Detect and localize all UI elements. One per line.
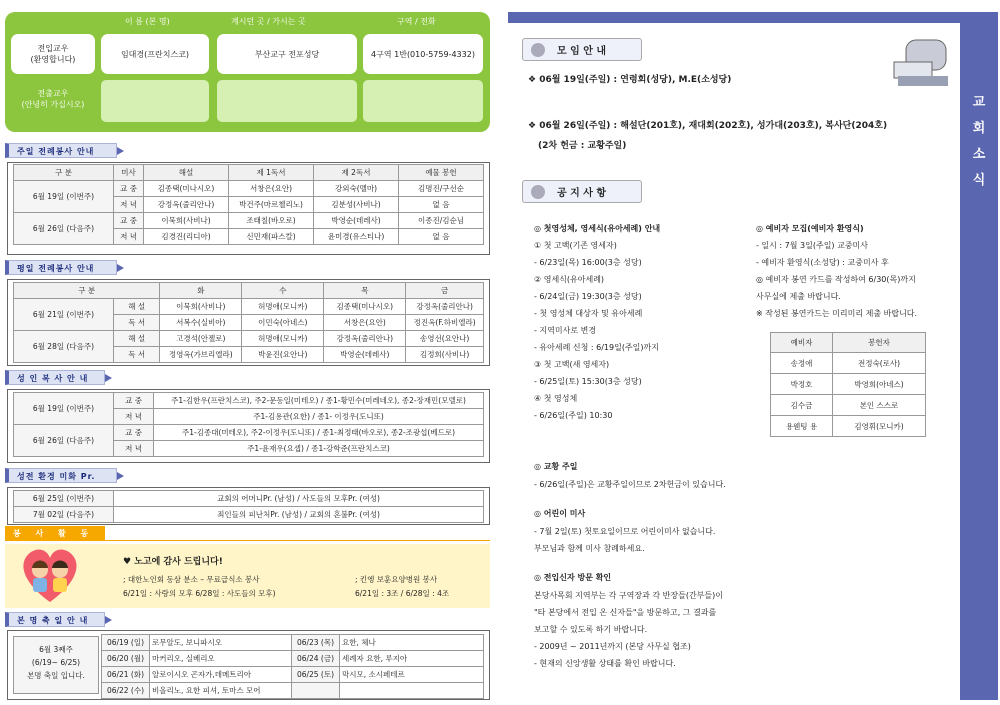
notice-line: - 예비자 환영식(소성당) : 교중미사 후 — [756, 258, 889, 267]
vertical-char-2: 회 — [972, 121, 986, 136]
notice-line: ④ 첫 영성체 — [534, 394, 578, 403]
service-thanks: ♥ 노고에 감사 드립니다! — [123, 557, 223, 567]
spacer — [534, 557, 726, 569]
feast-table: 06/19 (일) 로무알도, 보니파시오 06/23 (목) 요한, 체나 06/20 (월) 마커리오, 실베리오 06/24 (금) 세례자 요한, 루지아 06/21 (화) 알로이시오 곤자가,데메트리아 06/25 (토) 막시모, 소시페테르 06/22 (수) 비올리노, 요한 피셔, 토마스 모어 — [101, 634, 484, 699]
service-left-line2: 6/21일 : 사랑의 모후 6/28일 : 사도들의 모후) — [123, 589, 276, 598]
in-name: 임대경(프란치스코) — [101, 34, 209, 74]
notice-line: - 지역미사로 변경 — [534, 326, 597, 335]
vertical-title-bar — [960, 12, 998, 700]
service-box — [5, 544, 490, 608]
right-page — [508, 12, 998, 700]
notice-line: ② 영세식(유아세례) — [534, 275, 605, 284]
service-left-line1: ; 대한노인회 동삼 분소 – 무료급식소 봉사 — [123, 575, 260, 584]
vertical-char-1: 교 — [972, 95, 986, 110]
sunday-title: 주일 전례봉사 안내 — [5, 143, 117, 158]
notice-line: - 6/23일(목) 16:00(3층 성당) — [534, 258, 642, 267]
service-right-line1: ; 킨엥 보훈요양병원 봉사 — [355, 575, 438, 584]
out-area — [217, 80, 357, 122]
notice-block-line: - 2009년 ~ 2011년까지 (본당 사무실 협조) — [534, 642, 691, 651]
notice-icon — [531, 185, 545, 199]
notice-line: - 유아세례 신청 : 6/19일(주일)까지 — [534, 343, 659, 352]
out-contact — [363, 80, 483, 122]
notice-block-heading: ◎ 어린이 미사 — [534, 509, 586, 518]
service-title: 봉 사 활 동 — [5, 526, 105, 541]
notice-block-line: - 현재의 신앙생활 상태를 확인 바랍니다. — [534, 659, 676, 668]
pr-table: 6월 25일 (이번주) 교회의 어머니Pr. (남성) / 사도들의 모후Pr. (여성) 7월 02일 (다음주) 죄인들의 피난처Pr. (남성) / 교회의 혼불Pr. (여성) — [13, 490, 484, 523]
header-area: 계시던 곳 / 가시는 곳 — [231, 17, 306, 26]
notice-block-line: 보고할 수 있도록 하기 바랍니다. — [534, 625, 648, 634]
notice-block-line: 본당사목회 지역부는 각 구역장과 각 반장들(간부들)이 — [534, 591, 723, 600]
donor-table: 예비자 봉헌자 송정애 전정숙(로사) 박정호 박영희(아네스) 김수금 본인 스스로 용웬팅 용 김영휘(모니카) — [770, 332, 926, 437]
left-page — [5, 12, 490, 700]
spacer — [534, 672, 726, 684]
in-area: 부산교구 전포성당 — [217, 34, 357, 74]
meeting-line-2: ❖ 06월 26일(주일) : 해설단(201호), 재대회(202호), 성가대(203호), 복사단(204호) — [528, 121, 888, 131]
header-contact: 구역 / 전화 — [397, 17, 436, 26]
weekday-title: 평일 전례봉사 안내 — [5, 260, 117, 275]
notice-block-line: - 6/26일(주일)은 교황주일이므로 2차헌금이 있습니다. — [534, 480, 726, 489]
vertical-char-4: 식 — [972, 173, 986, 188]
feast-title: 본 명 축 일 안 내 — [5, 612, 105, 627]
notice-block-heading: ◎ 교황 주일 — [534, 462, 578, 471]
meeting-icon — [531, 43, 545, 57]
notice-line: 사무실에 제출 바랍니다. — [756, 292, 841, 301]
notice-line: ① 첫 고백(기존 영세자) — [534, 241, 617, 250]
mailbox-icon — [886, 32, 956, 92]
service-right-line2: 6/21일 : 3조 / 6/28일 : 4조 — [355, 589, 450, 598]
vertical-char-3: 소 — [972, 147, 986, 162]
notice-line: ◎ 첫영성체, 영세식(유아세례) 안내 — [534, 224, 661, 233]
notice-line: ◎ 예비자 모집(예비자 환영식) — [756, 224, 864, 233]
sunday-table: 구 분 미사 해설 제 1독서 제 2독서 예물 봉헌 6월 19일 (이번주) 교 중 김종택(미나시오) 서창은(요안) 강외숙(멜마) 김명진/구선순 저 녁 강정옥(줄리안나) 박건주(마르첼리노) 김분성(사비나) 없 음 6월 26일 (다음주) 교 중 이묵희(사비나) 조태칠(바오로) 박영순(데레사) 이종진/김순님 저 녁 김경진(리디아) 신민재(파스칼) 윤미경(유스티나) 없 음 — [13, 164, 484, 245]
notice-header: 공 지 사 항 — [522, 180, 642, 203]
notice-line: - 첫 영성체 대상자 및 유아세례 — [534, 309, 643, 318]
notice-line: ※ 작성된 봉연카드는 미리미리 제출 바랍니다. — [756, 309, 918, 318]
notice-right-column — [756, 220, 917, 322]
service-header — [5, 526, 490, 541]
meeting-line-1: ❖ 06월 19일(주일) : 연령회(성당), M.E(소성당) — [528, 75, 732, 85]
feast-week-label: 6월 3째주 (6/19~ 6/25) 본명 축일 입니다. — [13, 636, 99, 694]
spacer — [534, 493, 726, 505]
notice-block-heading: ◎ 전입신자 방문 확인 — [534, 573, 612, 582]
in-label: 전입교우 (환영합니다) — [11, 34, 95, 74]
top-bar — [508, 12, 963, 23]
notice-line: - 6/25일(토) 15:30(3층 성당) — [534, 377, 642, 386]
volunteer-illustration — [17, 542, 83, 606]
out-name — [101, 80, 209, 122]
weekday-table: 구 분 화 수 목 금 6월 21일 (이번주) 해 설 이묵희(사비나) 허명애(모니카) 김종택(미나시오) 강정옥(줄리안나) 독 서 서복수(실비아) 이민숙(아네스) 서창은(요안) 정진옥(F.하비엘라) 6월 28일 (다음주) 해 설 고경석(안젤로) 허명애(모니카) 강정옥(줄리안나) 송영선(요안나) 독 서 정영옥(가브리엘라) 박윤진(요안나) 박영순(데레사) 김정희(사비나) — [13, 282, 484, 363]
notice-line: ◎ 예비자 봉연 카드를 작성하여 6/30(목)까지 — [756, 275, 916, 284]
meeting-header: 모 임 안 내 — [522, 38, 642, 61]
altar-table: 6월 19일 (이번주) 교 중 주1-김한우(프란치스코), 주2-문동일(미테오) / 종1-황민수(미레네오), 종2-장재민(모델로) 저 녁 주1-김용관(요한) / 종1- 이정우(도니또) 6월 26일 (다음주) 교 중 주1-김종대(미테오), 주2-이정우(도니또) / 종1-최정태(바오로), 종2-조광섭(베드로) 저 녁 주1-윤재우(요셉) / 종1-강학준(프란치스코) — [13, 392, 484, 457]
altar-title: 성 인 복 사 안 내 — [5, 370, 105, 385]
out-label: 전출교우 (안녕히 가십시오) — [21, 89, 85, 109]
header-name: 이 름 (본 명) — [125, 17, 170, 26]
notice-block-line: "타 본당에서 전입 온 신자들"을 방문하고, 그 결과를 — [534, 608, 717, 617]
notice-line: - 일시 : 7월 3일(주일) 교중미사 — [756, 241, 868, 250]
in-contact: 4구역 1반(010-5759-4332) — [363, 34, 483, 74]
notice-blocks — [534, 458, 726, 684]
notice-block-line: 부모님과 함께 미사 참례하세요. — [534, 544, 645, 553]
notice-line: - 6/26일(주일) 10:30 — [534, 411, 613, 420]
notice-line: ③ 첫 고백(새 영세자) — [534, 360, 610, 369]
meeting-line-3: (2차 헌금 : 교황주일) — [538, 141, 627, 151]
pr-title: 성전 환경 미화 Pr. — [5, 468, 117, 483]
notice-block-line: - 7월 2일(토) 첫토요일이므로 어린이미사 없습니다. — [534, 527, 716, 536]
notice-line: - 6/24일(금) 19:30(3층 성당) — [534, 292, 642, 301]
notice-left-column — [534, 220, 660, 424]
parish-info-box — [5, 12, 490, 132]
